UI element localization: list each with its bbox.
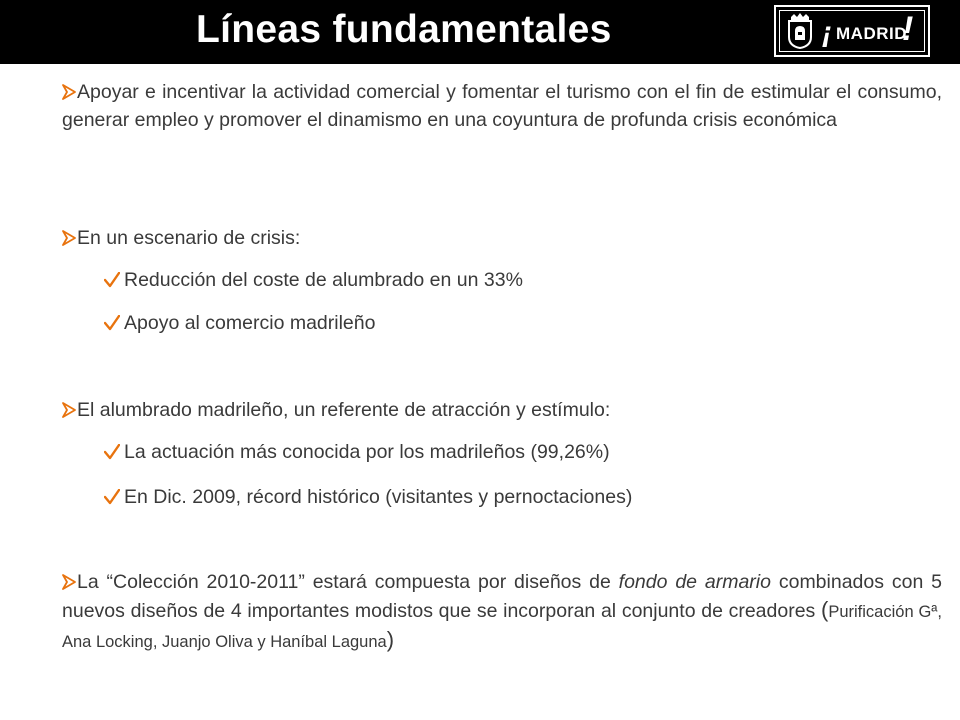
- sub-bullet-text: La actuación más conocida por los madrileños (99,26%): [124, 441, 610, 463]
- bullet-item: [62, 78, 942, 134]
- crest-icon: [786, 13, 814, 49]
- checkmark-icon: [104, 444, 120, 460]
- madrid-logo: [774, 5, 930, 57]
- arrow-bullet-icon: [62, 574, 76, 590]
- bullet-text-part1: La “Colección 2010-2011” estará compuesta por diseños de: [77, 571, 619, 593]
- bullet-text: En un escenario de crisis:: [77, 227, 301, 249]
- bullet-text-italic: fondo de armario: [618, 571, 771, 593]
- checkmark-icon: [104, 315, 120, 331]
- sub-bullet-text: Reducción del coste de alumbrado en un 33%: [124, 269, 523, 291]
- paren-close: ): [386, 627, 395, 652]
- sub-bullet-text: En Dic. 2009, récord histórico (visitantes y pernoctaciones): [124, 486, 633, 508]
- sub-bullet-item: [104, 438, 944, 466]
- arrow-bullet-icon: [62, 402, 76, 418]
- designers-list: Purificación Gª, Ana Locking, Juanjo Oliva y Haníbal Laguna: [62, 603, 942, 651]
- logo-wordmark: MADRID: [836, 24, 907, 43]
- bullet-text: El alumbrado madrileño, un referente de atracción y estímulo:: [77, 399, 611, 421]
- checkmark-icon: [104, 272, 120, 288]
- bullet-text: Apoyar e incentivar la actividad comercial y fomentar el turismo con el fin de estimular el consumo, generar empleo y promover el dinamismo en una coyuntura de profunda crisis económica: [62, 81, 942, 131]
- bullet-item: [62, 396, 942, 424]
- page-title: Líneas fundamentales: [196, 8, 612, 51]
- bullet-item: [62, 568, 942, 656]
- bullet-text-part2: combinados con 5 nuevos diseños de 4 importantes modistos que se incorporan al conjunto de creadores: [62, 571, 942, 622]
- logo-open-mark: ¡: [822, 16, 832, 49]
- arrow-bullet-icon: [62, 84, 76, 100]
- sub-bullet-text: Apoyo al comercio madrileño: [124, 312, 376, 334]
- sub-bullet-item: [104, 309, 944, 337]
- sub-bullet-item: [104, 483, 944, 511]
- bullet-item: [62, 224, 942, 252]
- title-bar: [0, 0, 960, 64]
- logo-close-mark: !: [902, 10, 914, 48]
- paren-open: (: [821, 597, 829, 622]
- checkmark-icon: [104, 489, 120, 505]
- sub-bullet-item: [104, 266, 944, 294]
- arrow-bullet-icon: [62, 230, 76, 246]
